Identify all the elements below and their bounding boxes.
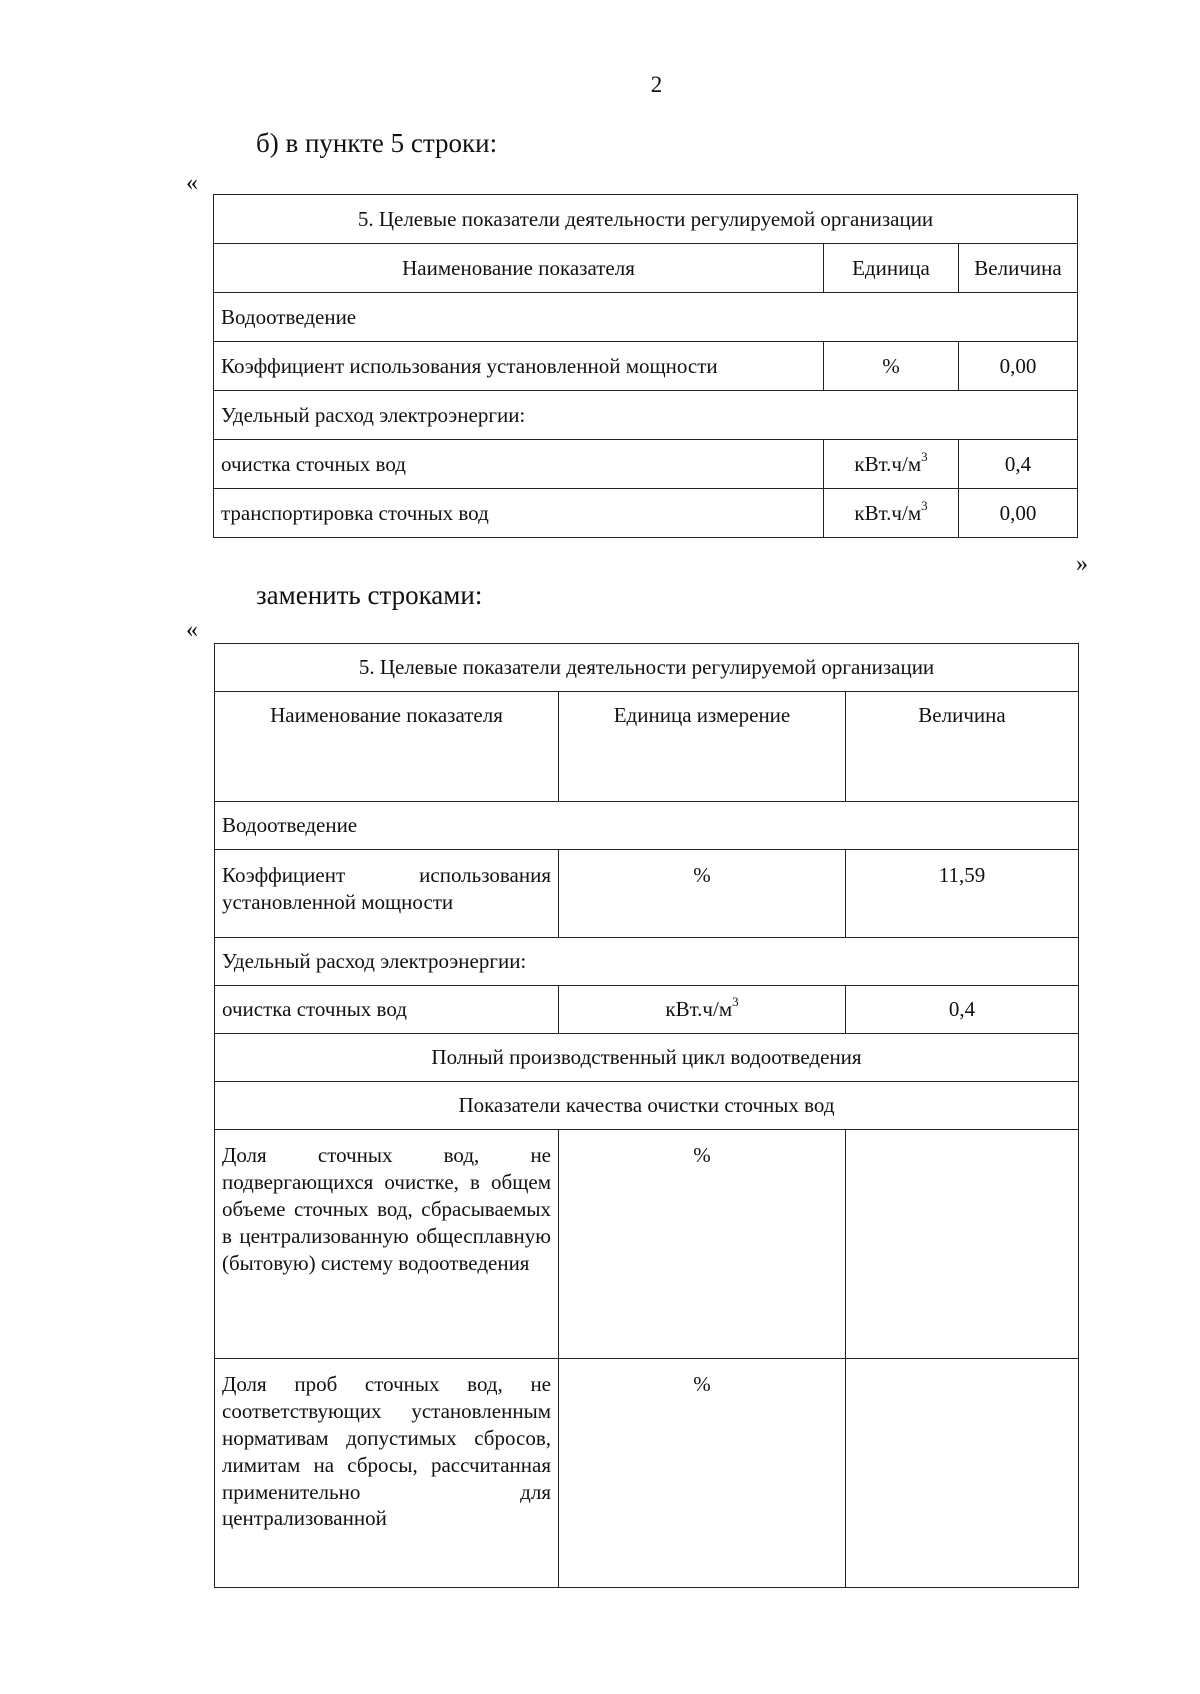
table-row [214,489,1078,538]
opening-quote: « [186,617,198,643]
table-row [215,986,1079,1034]
table-row [215,1130,1079,1359]
header-indicator-name: Наименование показателя [215,692,559,802]
indicator-unit: $кВт.ч/м^3$ [559,986,846,1034]
header-value: Величина [846,692,1079,802]
table-header-row [214,244,1078,293]
header-unit: Единица измерение [559,692,846,802]
page-number: 2 [650,72,663,97]
group-heading: Водоотведение [215,802,1079,850]
intro-text-after: заменить строками: [256,580,483,610]
section-title: 5. Целевые показатели деятельности регулируемой организации [214,195,1078,244]
indicator-name: очистка сточных вод [215,986,559,1034]
table-row [215,850,1079,938]
table-row [214,342,1078,391]
header-indicator-name: Наименование показателя [214,244,824,293]
table-row [215,1359,1079,1588]
opening-quote: « [186,170,198,196]
table-row [214,293,1078,342]
indicator-value [846,1359,1079,1588]
indicator-unit: % [559,1130,846,1359]
table-row [215,802,1079,850]
section-title: 5. Целевые показатели деятельности регулируемой организации [215,644,1079,692]
indicator-value [846,1130,1079,1359]
table-row [214,195,1078,244]
indicator-value: 0,4 [959,440,1078,489]
indicator-name: Доля проб сточных вод, не соответствующих установленным нормативам допустимых сбросов, лимитам на сбросы, рассчитанная применительно для централизованной [215,1359,559,1588]
old-indicators-table [213,194,1078,538]
indicator-value: 0,00 [959,342,1078,391]
closing-quote: » [1076,551,1088,577]
header-unit: Единица [824,244,959,293]
indicator-name: Коэффициент использования установленной мощности [215,850,559,938]
header-value: Величина [959,244,1078,293]
intro-text-before: б) в пункте 5 строки: [256,128,498,158]
table-row [215,1082,1079,1130]
indicator-value: 11,59 [846,850,1079,938]
indicator-unit: % [559,1359,846,1588]
table-row [215,1034,1079,1082]
new-indicators-table [214,643,1079,1588]
table-row [214,440,1078,489]
indicator-value: 0,4 [846,986,1079,1034]
indicator-name: Доля сточных вод, не подвергающихся очистке, в общем объеме сточных вод, сбрасываемых в централизованную общесплавную (бытовую) систему водоотведения [215,1130,559,1359]
indicator-name: транспортировка сточных вод [214,489,824,538]
table-row [215,938,1079,986]
group-heading: Удельный расход электроэнергии: [214,391,1078,440]
indicator-unit: $кВт.ч/м^3$ [824,489,959,538]
table-header-row [215,692,1079,802]
table-row [215,644,1079,692]
indicator-unit: $кВт.ч/м^3$ [824,440,959,489]
indicator-unit: % [824,342,959,391]
indicator-unit: % [559,850,846,938]
indicator-name: Коэффициент использования установленной мощности [214,342,824,391]
group-heading: Водоотведение [214,293,1078,342]
group-heading: Полный производственный цикл водоотведения [215,1034,1079,1082]
group-heading: Показатели качества очистки сточных вод [215,1082,1079,1130]
group-heading: Удельный расход электроэнергии: [215,938,1079,986]
table-row [214,391,1078,440]
indicator-name: очистка сточных вод [214,440,824,489]
indicator-value: 0,00 [959,489,1078,538]
